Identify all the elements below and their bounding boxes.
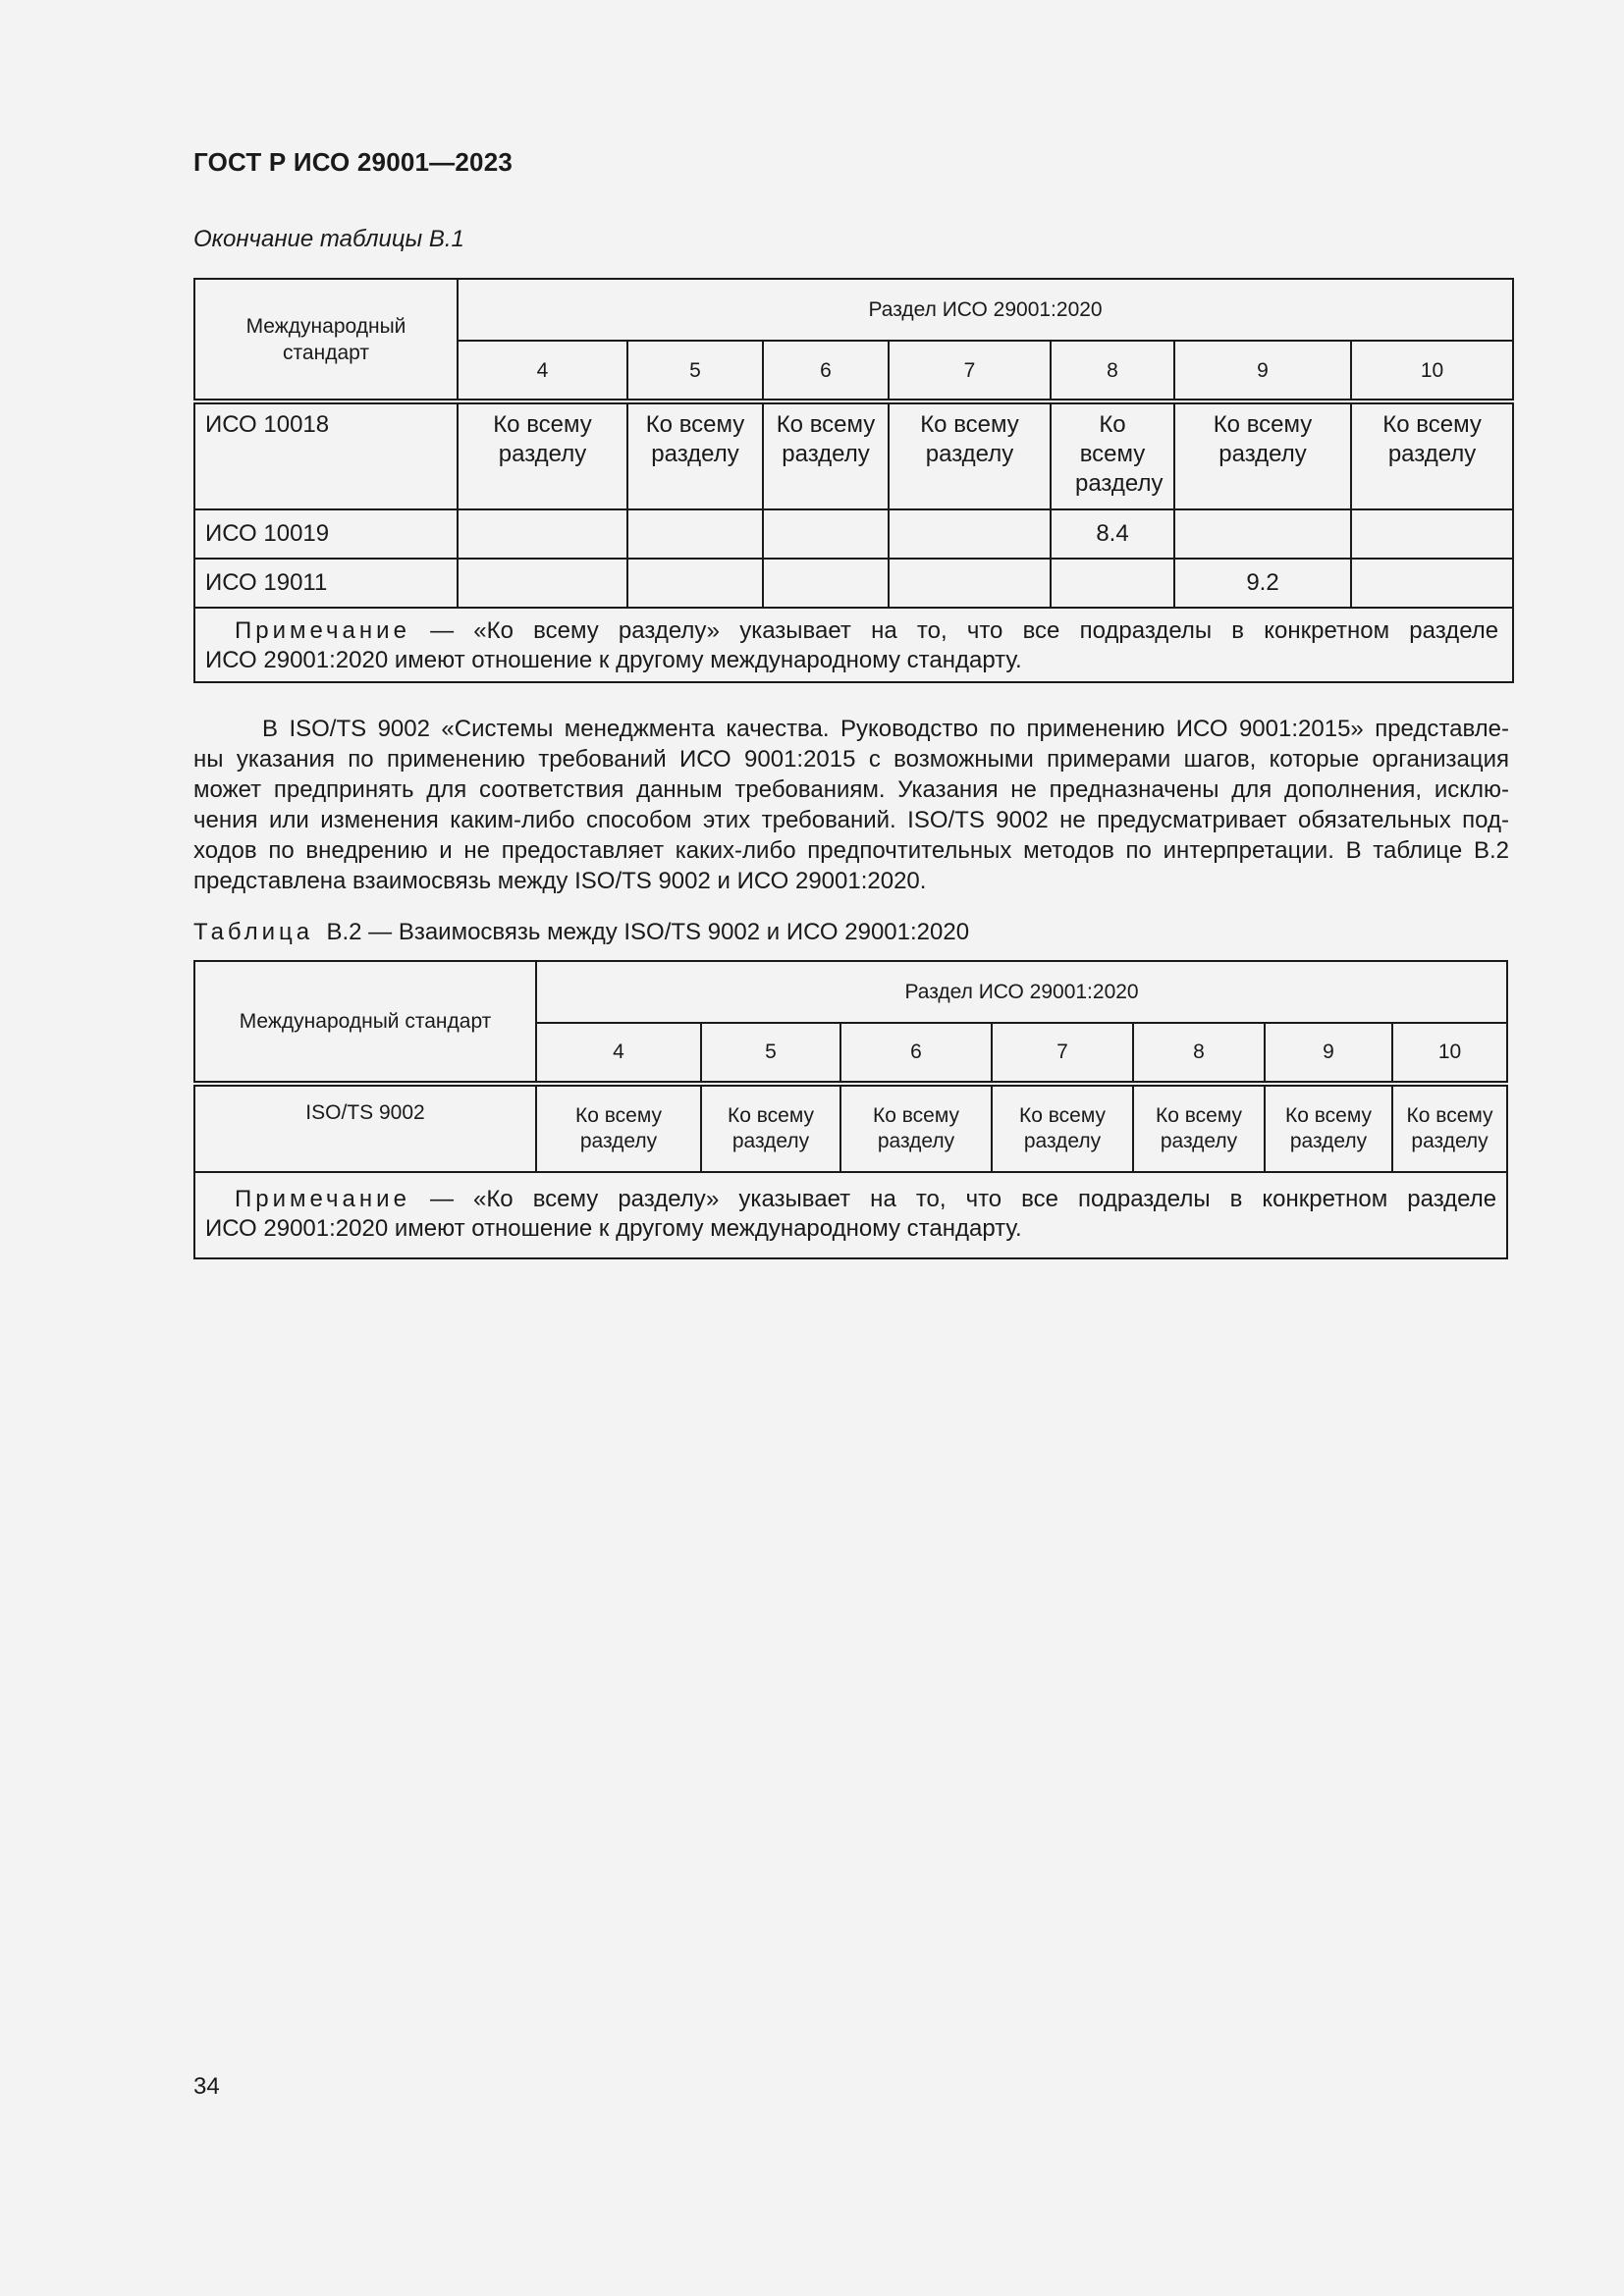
- table1: [193, 278, 1514, 683]
- table2-note-line2: ИСО 29001:2020 имеют отношение к другому международному стандарту.: [205, 1215, 1022, 1242]
- paragraph-line: представлена взаимосвязь между ISO/TS 9002 и ИСО 29001:2020.: [193, 868, 927, 894]
- table1-note-label: Примечание: [235, 617, 410, 644]
- table1-section-7: 7: [889, 341, 1051, 401]
- table1-cell: [627, 509, 763, 559]
- table1-cell: [458, 509, 627, 559]
- table1-section-header: Раздел ИСО 29001:2020: [458, 279, 1513, 341]
- table2-section-9: 9: [1265, 1023, 1392, 1084]
- table1-row-standard: ИСО 19011: [194, 559, 458, 608]
- table-row: [194, 401, 1513, 509]
- table1-cell: Ко всему разделу: [889, 401, 1051, 509]
- table-row: [194, 509, 1513, 559]
- table1-cell: 9.2: [1174, 559, 1351, 608]
- table1-cell: [889, 509, 1051, 559]
- table1-section-6: 6: [763, 341, 889, 401]
- table1-caption: Окончание таблицы В.1: [193, 226, 464, 252]
- table1-note-line1: — «Ко всему разделу» указывает на то, что все подразделы в конкретном разделе: [430, 617, 1499, 644]
- paragraph-line: может предпринять для соответствия данным требованиям. Указания не предназначены для дополнения, исклю-: [193, 776, 1509, 803]
- table2-cell: Ко всему разделу: [701, 1084, 840, 1172]
- table1-cell: [1351, 509, 1513, 559]
- table2-section-header: Раздел ИСО 29001:2020: [536, 961, 1507, 1023]
- table2-cell: Ко всему разделу: [840, 1084, 992, 1172]
- table-row: [194, 1084, 1507, 1172]
- paragraph-line: чения или изменения каким-либо способом этих требований. ISO/TS 9002 не предусматривает обязательных под-: [193, 807, 1509, 833]
- table1-cell: Ко всему разделу: [458, 401, 627, 509]
- table1-cell: [763, 509, 889, 559]
- table1-row-standard: ИСО 10019: [194, 509, 458, 559]
- table2-cell: Ко всему разделу: [1133, 1084, 1265, 1172]
- table2-cell: Ко всему разделу: [1392, 1084, 1507, 1172]
- table1-cell: [1051, 559, 1174, 608]
- table1-note: [194, 608, 1513, 682]
- table1-section-9: 9: [1174, 341, 1351, 401]
- table2-caption-text: В.2 — Взаимосвязь между ISO/TS 9002 и ИСО 29001:2020: [326, 919, 970, 945]
- table2-note-line1: — «Ко всему разделу» указывает на то, что все подразделы в конкретном разделе: [429, 1186, 1497, 1212]
- table1-cell: Ко всему разделу: [627, 401, 763, 509]
- table1-intl-standard-header: Международный стандарт: [194, 279, 458, 401]
- table1-cell: Ко всему разделу: [1051, 401, 1174, 509]
- table1-cell: [1351, 559, 1513, 608]
- table1-section-5: 5: [627, 341, 763, 401]
- table1-section-4: 4: [458, 341, 627, 401]
- table1-cell: 8.4: [1051, 509, 1174, 559]
- page-number: 34: [193, 2073, 220, 2100]
- table1-section-10: 10: [1351, 341, 1513, 401]
- table1-cell: [889, 559, 1051, 608]
- paragraph-line: В ISO/TS 9002 «Системы менеджмента качества. Руководство по применению ИСО 9001:2015» представле-: [262, 716, 1509, 742]
- table2-caption-label: Таблица: [193, 919, 314, 945]
- table1-note-line2: ИСО 29001:2020 имеют отношение к другому международному стандарту.: [205, 647, 1022, 673]
- table2-cell: Ко всему разделу: [536, 1084, 701, 1172]
- table1-cell: [458, 559, 627, 608]
- table2-section-7: 7: [992, 1023, 1133, 1084]
- table2-section-10: 10: [1392, 1023, 1507, 1084]
- table1-row-standard: ИСО 10018: [194, 401, 458, 509]
- table-row: [194, 1172, 1507, 1258]
- table2-row-standard: ISO/TS 9002: [194, 1084, 536, 1172]
- table2-section-5: 5: [701, 1023, 840, 1084]
- table-row: [194, 608, 1513, 682]
- table2-cell: Ко всему разделу: [992, 1084, 1133, 1172]
- table2-intl-standard-header: Международный стандарт: [194, 961, 536, 1084]
- paragraph-line: ны указания по применению требований ИСО 9001:2015 с возможными примерами шагов, которые организация: [193, 746, 1509, 773]
- table1-section-8: 8: [1051, 341, 1174, 401]
- table2-section-4: 4: [536, 1023, 701, 1084]
- table2-cell: Ко всему разделу: [1265, 1084, 1392, 1172]
- paragraph-line: ходов по внедрению и не предоставляет каких-либо предпочтительных методов по интерпретации. В таблице В.2: [193, 837, 1509, 864]
- table1-cell: [763, 559, 889, 608]
- table1-cell: [627, 559, 763, 608]
- table2: [193, 960, 1508, 1259]
- table2-note: [194, 1172, 1507, 1258]
- table1-cell: [1174, 509, 1351, 559]
- table2-caption: [193, 919, 969, 946]
- table1-cell: Ко всему разделу: [763, 401, 889, 509]
- document-header: ГОСТ Р ИСО 29001—2023: [193, 147, 514, 177]
- table2-section-8: 8: [1133, 1023, 1265, 1084]
- body-paragraph: [193, 714, 1509, 896]
- table-row: [194, 559, 1513, 608]
- table2-note-label: Примечание: [235, 1186, 410, 1212]
- table2-section-6: 6: [840, 1023, 992, 1084]
- table1-cell: Ко всему разделу: [1351, 401, 1513, 509]
- table1-cell: Ко всему разделу: [1174, 401, 1351, 509]
